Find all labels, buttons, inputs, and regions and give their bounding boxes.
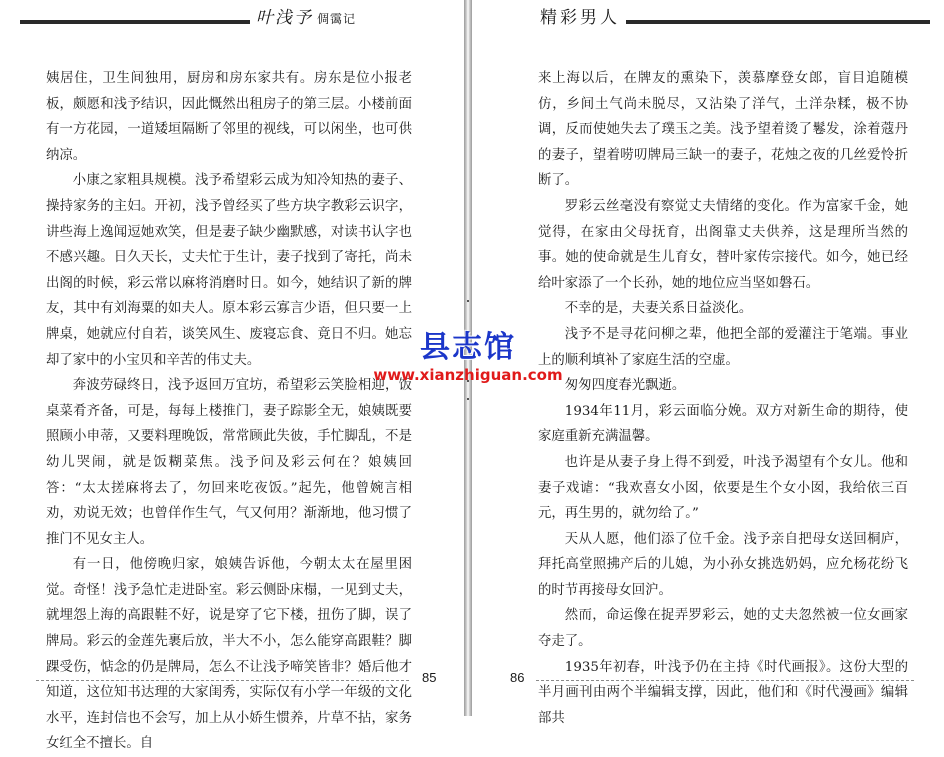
paragraph: 匆匆四度春光飘逝。 bbox=[564, 378, 686, 394]
spine-mark bbox=[467, 398, 469, 400]
left-footer-rule bbox=[36, 680, 410, 681]
right-running-header bbox=[540, 2, 930, 28]
paragraph: 然而，命运像在捉弄罗彩云，她的丈夫忽然被一位女画家夺走了。 bbox=[538, 608, 908, 650]
spine-mark bbox=[467, 300, 469, 302]
left-running-header bbox=[20, 2, 440, 28]
paragraph: 不幸的是，夫妻关系日益淡化。 bbox=[564, 301, 753, 317]
paragraph: 罗彩云丝毫没有察觉丈夫情绪的变化。作为富家千金，她觉得，在家由父母抚育，出阁靠丈夫供养，这是理所当然的事。她的使命就是生儿育女，替叶家传宗接代。如今，她已经给叶家添了一个长孙，她的地位应当坚如磐石。 bbox=[538, 198, 908, 291]
watermark-url: www.xianzhiguan.com bbox=[373, 366, 563, 384]
watermark-title: 县志馆 bbox=[420, 330, 516, 365]
paragraph: 浅予不是寻花问柳之辈，他把全部的爱灌注于笔端。事业上的顺利填补了家庭生活的空虚。 bbox=[538, 326, 908, 368]
paragraph: 也许是从妻子身上得不到爱，叶浅予渴望有个女儿。他和妻子戏谑：“我欢喜女小囡，依要是生个女小囡，我给依三百元，再生男的，就勿给了。” bbox=[538, 454, 908, 522]
left-page-number: 85 bbox=[422, 670, 437, 685]
left-header-subtitle: 倜霭记 bbox=[317, 12, 357, 26]
right-page-number: 86 bbox=[510, 670, 525, 685]
paragraph: 1935年初春，叶浅予仍在主持《时代画报》。这份大型的半月画刊由两个半编辑支撑，因此，他们和《时代漫画》编辑部共 bbox=[538, 659, 908, 726]
paragraph: 奔波劳碌终日，浅予返回万宜坊，希望彩云笑脸相迎，饭桌菜肴齐备，可是，每每上楼推门，妻子踪影全无，娘姨既要照顾小申蒂，又要料理晚饭，常常顾此失彼，手忙脚乱，不是幼儿哭闹，就是饭糊菜焦。浅予问及彩云何在？娘姨回答：“太太搓麻将去了，勿回来吃夜饭。”起先，他曾婉言相劝，劝说无效；也曾佯作生气，气又何用？渐渐地，他习惯了推门不见女主人。 bbox=[46, 378, 412, 547]
left-header-title: 叶浅予 bbox=[256, 8, 313, 28]
header-rule bbox=[20, 20, 250, 24]
paragraph: 小康之家粗具规模。浅予希望彩云成为知冷知热的妻子、操持家务的主妇。开初，浅予曾经买了些方块字教彩云识字，讲些海上逸闻逗她欢笑，但是妻子缺少幽默感，对读书认字也不感兴趣。日久天长，丈夫忙于生计，妻子找到了寄托，尚未出阁的时候，彩云常以麻将消磨时日。如今，她结识了新的牌友，其中有刘海粟的如夫人。原本彩云寡言少语，但只要一上牌桌，她就应付自若，谈笑风生、废寝忘食、竟日不归。她忘却了家中的小宝贝和辛苦的伟丈夫。 bbox=[46, 173, 412, 368]
right-body-text bbox=[538, 66, 908, 731]
left-page bbox=[0, 0, 464, 752]
paragraph: 来上海以后，在牌友的熏染下，羡慕摩登女郎，盲目追随模仿，乡间土气尚未脱尽，又沾染了洋气，土洋杂糅，极不协调，反而使她失去了璞玉之美。浅予望着烫了鬈发，涂着蔻丹的妻子，望着唠叨牌局三缺一的妻子，花烛之夜的几丝爱怜折断了。 bbox=[538, 71, 908, 189]
paragraph: 姨居住，卫生间独用，厨房和房东家共有。房东是位小报老板，颇愿和浅予结识，因此慨然出租房子的第三层。小楼前面有一方花园，一道矮垣隔断了邻里的视线，可以闲坐，也可供纳凉。 bbox=[46, 71, 412, 163]
paragraph: 天从人愿，他们添了位千金。浅予亲自把母女送回桐庐，拜托高堂照拂产后的儿媳，为小孙女挑选奶妈，应允杨花纷飞的时节再接母女回沪。 bbox=[538, 531, 908, 598]
paragraph: 有一日，他傍晚归家，娘姨告诉他，今朝太太在屋里困觉。奇怪！浅予急忙走进卧室。彩云侧卧床榻，一见到丈夫，就埋怨上海的高跟鞋不好，说是穿了它下楼，扭伤了脚，误了牌局。彩云的金莲先裹后放，半大不小，怎么能穿高跟鞋？脚踝受伤，惦念的仍是牌局，怎么不让浅予啼笑皆非？婚后他才知道，这位知书达理的大家闺秀，实际仅有小学一年级的文化水平，连封信也不会写，加上从小娇生惯养，片草不拈，家务女红全不擅长。自 bbox=[46, 557, 412, 752]
right-footer-rule bbox=[536, 680, 916, 681]
spine-mark bbox=[467, 380, 469, 382]
left-body-text bbox=[46, 66, 412, 757]
header-rule bbox=[626, 20, 930, 24]
paragraph: 1934年11月，彩云面临分娩。双方对新生命的期待，使家庭重新充满温馨。 bbox=[538, 403, 908, 445]
right-header-title: 精彩男人 bbox=[540, 8, 620, 28]
book-spine-gutter bbox=[464, 0, 472, 716]
